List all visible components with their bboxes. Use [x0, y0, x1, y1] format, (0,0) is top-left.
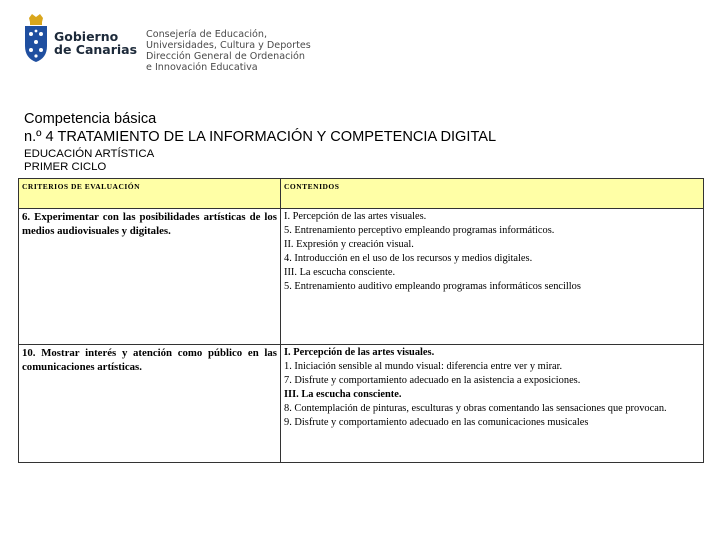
- dept-line-1: Consejería de Educación,: [146, 29, 268, 40]
- table-row: [19, 209, 704, 345]
- title-block: [24, 110, 496, 174]
- content-item: I. Percepción de las artes visuales.: [284, 211, 427, 222]
- header-criteria: CRITERIOS DE EVALUACIÓN: [19, 179, 281, 209]
- criterion-cell: 10. Mostrar interés y atención como público en las comunicaciones artísticas.: [19, 345, 281, 463]
- dept-line-2: Universidades, Cultura y Deportes: [146, 40, 311, 51]
- content-item: 9. Disfrute y comportamiento adecuado en las comunicaciones musicales: [284, 417, 589, 428]
- content-item: 7. Disfrute y comportamiento adecuado en la asistencia a exposiciones.: [284, 375, 581, 386]
- content-item: I. Percepción de las artes visuales.: [284, 347, 435, 358]
- content-item: III. La escucha consciente.: [284, 389, 402, 400]
- content-item: 1. Iniciación sensible al mundo visual: diferencia entre ver y mirar.: [284, 361, 563, 372]
- brand-name: [54, 30, 137, 56]
- page-title: Competencia básica: [24, 111, 157, 127]
- header-contents: CONTENIDOS: [281, 179, 704, 209]
- subject-label: EDUCACIÓN ARTÍSTICA: [24, 148, 155, 160]
- content-item: II. Expresión y creación visual.: [284, 239, 414, 250]
- content-item: 5. Entrenamiento auditivo empleando programas informáticos sencillos: [284, 281, 581, 292]
- competence-title: n.º 4 TRATAMIENTO DE LA INFORMACIÓN Y COMPETENCIA DIGITAL: [24, 129, 497, 145]
- content-item: III. La escucha consciente.: [284, 267, 396, 278]
- content-item: 8. Contemplación de pinturas, esculturas y obras comentando las sensaciones que provocan.: [284, 403, 667, 414]
- coat-of-arms-icon: [22, 12, 50, 64]
- department-name: [146, 29, 311, 73]
- dept-line-3: Dirección General de Ordenación: [146, 51, 305, 62]
- criteria-table: [18, 178, 704, 463]
- brand-line-1: Gobierno: [54, 29, 119, 44]
- criterion-cell: 6. Experimentar con las posibilidades artísticas de los medios audiovisuales y digitales.: [19, 209, 281, 345]
- contents-cell: [281, 345, 704, 463]
- content-item: 4. Introducción en el uso de los recursos y medios digitales.: [284, 253, 533, 264]
- header: [22, 12, 322, 82]
- cycle-label: PRIMER CICLO: [24, 161, 107, 173]
- table-row: [19, 345, 704, 463]
- brand-line-2: de Canarias: [54, 42, 138, 57]
- dept-line-4: e Innovación Educativa: [146, 62, 258, 73]
- table-header-row: [19, 179, 704, 209]
- contents-cell: [281, 209, 704, 345]
- content-item: 5. Entrenamiento perceptivo empleando programas informáticos.: [284, 225, 555, 236]
